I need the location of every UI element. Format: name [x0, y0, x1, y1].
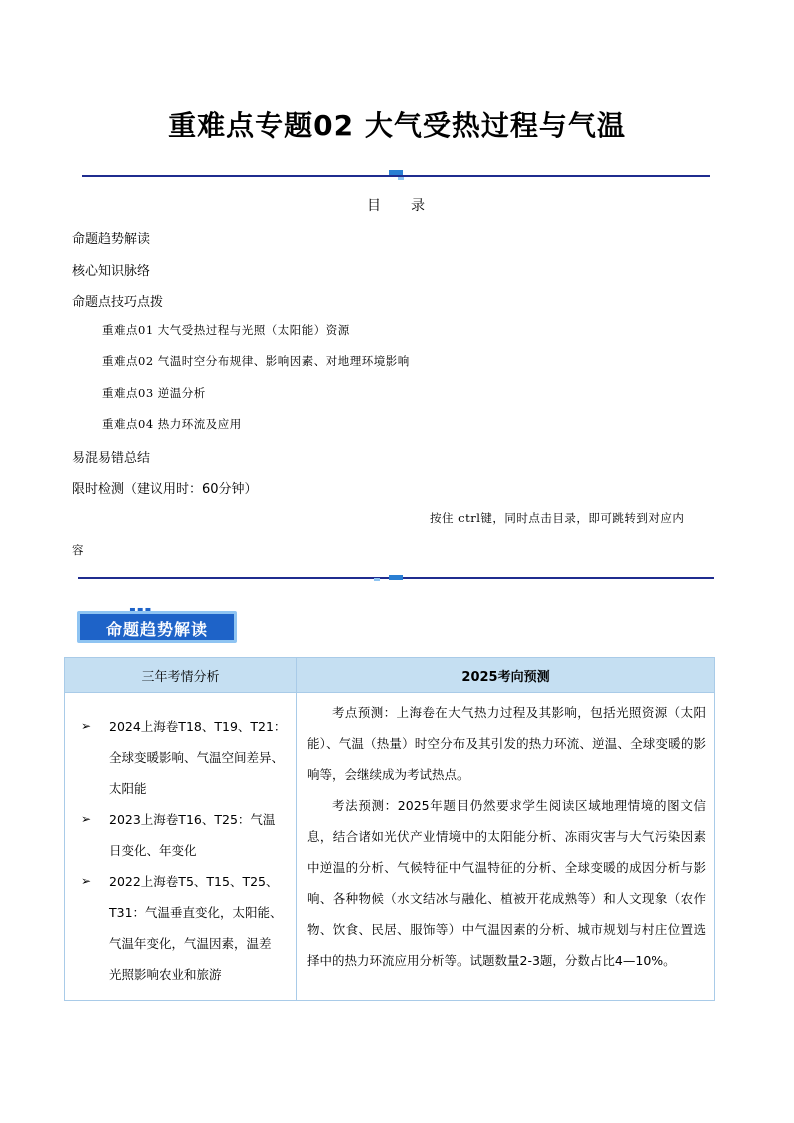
bullet-line: 日变化、年变化 — [109, 843, 197, 858]
divider-middle-accent-small — [374, 578, 380, 581]
toc-item-trend[interactable]: 命题趋势解读 — [72, 232, 151, 247]
toc-item-test[interactable]: 限时检测（建议用时：60分钟） — [72, 482, 258, 497]
toc-note-line1: 按住 ctrl键，同时点击目录，即可跳转到对应内 — [430, 511, 685, 525]
bullet-arrow-icon: ➢ — [81, 812, 92, 826]
forecast-method-prediction: 考法预测：2025年题目仍然要求学生阅读区域地理情境的图文信息，结合诸如光伏产业情境中的太阳能分析、冻雨灾害与大气污染因素中逆温的分析、气候特征中气温特征的分析、全球变暖的成因分析与影响、各种物候（水文结冰与融化、植被开花成熟等）和人文现象（农作物、饮食、民居、服饰等）中气温因素的分析、城市规划与村庄位置选择中的热力环流应用分析等。试题数量2-3题，分数占比4—10%。 — [307, 798, 706, 968]
bullet-line: 全球变暖影响、气温空间差异、 — [109, 750, 285, 765]
table-header-row — [65, 658, 715, 693]
toc-sub-item-01[interactable]: 重难点01 大气受热过程与光照（太阳能）资源 — [102, 323, 350, 337]
toc-heading-left: 目 — [367, 198, 383, 214]
page-title: 重难点专题02 大气受热过程与气温 — [168, 109, 626, 142]
bullet-arrow-icon: ➢ — [81, 874, 92, 888]
bullet-line: 光照影响农业和旅游 — [109, 967, 222, 982]
bullet-line: 2022上海卷T5、T15、T25、 — [109, 874, 279, 889]
bullet-line: T31：气温垂直变化，太阳能、 — [109, 905, 283, 920]
forecast-point-prediction: 考点预测：上海卷在大气热力过程及其影响，包括光照资源（太阳能）、气温（热量）时空分布及其引发的热力环流、逆温、全球变暖的影响等，会继续成为考试热点。 — [307, 705, 706, 782]
toc-sub-item-03[interactable]: 重难点03 逆温分析 — [102, 386, 206, 400]
analysis-bullet-2023 — [81, 804, 292, 866]
bullet-line: 2024上海卷T18、T19、T21： — [109, 719, 287, 734]
toc-item-mistakes[interactable]: 易混易错总结 — [72, 451, 151, 466]
divider-top — [82, 175, 710, 177]
bullet-line: 太阳能 — [109, 781, 147, 796]
forecast-cell — [297, 693, 715, 1001]
toc-sub-item-02[interactable]: 重难点02 气温时空分布规律、影响因素、对地理环境影响 — [102, 354, 410, 368]
bullet-arrow-icon: ➢ — [81, 719, 92, 733]
banner-title: 命题趋势解读 — [105, 620, 208, 639]
divider-top-accent-small — [398, 177, 404, 180]
bullet-line: 气温年变化，气温因素，温差 — [109, 936, 272, 951]
table-header-analysis: 三年考情分析 — [65, 658, 297, 693]
section-banner — [77, 607, 241, 645]
divider-top-accent — [389, 170, 403, 175]
analysis-bullet-2024 — [81, 711, 292, 804]
toc-note-line2: 容 — [72, 543, 84, 557]
table-row — [65, 693, 715, 1001]
toc-sub-item-04[interactable]: 重难点04 热力环流及应用 — [102, 417, 242, 431]
toc-heading-right: 录 — [411, 198, 427, 214]
table-header-forecast: 2025考向预测 — [297, 658, 715, 693]
trend-table — [64, 657, 715, 1001]
analysis-cell — [65, 693, 297, 1001]
divider-middle-accent — [389, 575, 403, 580]
analysis-bullet-2022 — [81, 866, 292, 990]
toc-item-knowledge[interactable]: 核心知识脉络 — [72, 264, 151, 279]
toc-heading — [0, 195, 794, 215]
bullet-line: 2023上海卷T16、T25：气温 — [109, 812, 276, 827]
toc-item-skills[interactable]: 命题点技巧点拨 — [72, 295, 164, 310]
